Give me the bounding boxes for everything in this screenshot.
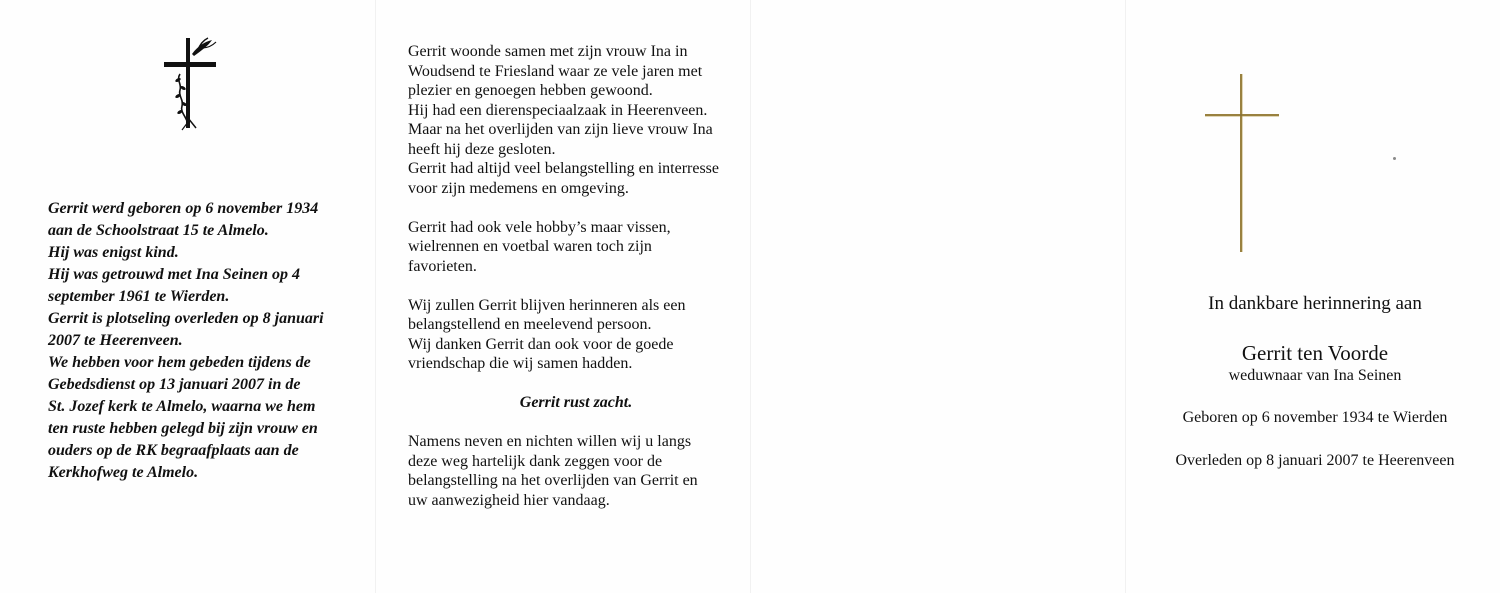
biography-line: september 1961 te Wierden. [48,288,230,305]
biography-line: Gerrit werd geboren op 6 november 1934 [48,200,319,217]
paragraph-gap [408,413,768,433]
tribute-line: Gerrit had altijd veel belangstelling en interresse [408,160,719,177]
death-info: Overleden op 8 januari 2007 te Heerenveen [1175,452,1455,469]
tribute-line: Hij had een dierenspeciaalzaak in Heerenveen. [408,101,708,119]
tribute-line: plezier en genoegen hebben gewoond. [408,82,653,99]
print-speck [1393,157,1396,160]
tribute-line: Gerrit had ook vele hobby’s maar vissen, [408,218,671,236]
fold-line-right [1125,0,1126,593]
tribute-line: wielrennen en voetbal waren toch zijn [408,238,652,255]
biography-line: 2007 te Heerenveen. [48,332,183,349]
deceased-name: Gerrit ten Voorde [1241,341,1389,365]
deceased-subtitle: weduwnaar van Ina Seinen [1228,367,1402,384]
tribute-line: voor zijn medemens en omgeving. [408,179,629,197]
biography-line: We hebben voor hem gebeden tijdens de [48,354,311,371]
tribute-line: favorieten. [408,257,477,275]
biography-line: ouders op de RK begraafplaats aan de [48,442,299,459]
biography-line: Hij was getrouwd met Ina Seinen op 4 [48,266,301,283]
birth-info: Geboren op 6 november 1934 te Wierden [1182,409,1448,426]
tribute-line: deze weg hartelijk dank zeggen voor de [408,452,663,470]
paragraph-gap [408,374,768,394]
tribute-text [408,42,768,510]
tribute-line: Wij danken Gerrit dan ook voor de goede [408,335,674,353]
tribute-line: Gerrit woonde samen met zijn vrouw Ina in [408,43,688,60]
tribute-line: uw aanwezigheid hier vandaag. [408,491,610,509]
tribute-line: Woudsend te Friesland waar ze vele jaren met [408,62,703,80]
tribute-line: Namens neven en nichten willen wij u langs [408,433,692,450]
dedication-intro: In dankbare herinnering aan [1208,293,1422,314]
biography-line: Gebedsdienst op 13 januari 2007 in de [48,376,301,393]
paragraph-gap [408,276,768,296]
tribute-line: Maar na het overlijden van zijn lieve vrouw Ina [408,121,713,138]
biography-line: Hij was enigst kind. [48,244,179,261]
biography-line: Gerrit is plotseling overleden op 8 januari [48,310,324,327]
biography-text [48,198,368,484]
paragraph-gap [408,198,768,218]
fold-line-left [375,0,376,593]
tribute-line: belangstelling na het overlijden van Gerrit en [408,472,698,489]
biography-line: ten ruste hebben gelegd bij zijn vrouw en [48,420,318,437]
cross-with-leaves-icon [158,36,224,132]
tribute-line: Wij zullen Gerrit blijven herinneren als een [408,296,686,314]
closing-phrase: Gerrit rust zacht. [519,394,633,411]
biography-line: Kerkhofweg te Almelo. [48,464,199,481]
tribute-line: belangstellend en meelevend persoon. [408,316,652,333]
biography-line: St. Jozef kerk te Almelo, waarna we hem [48,398,316,415]
tribute-line: vriendschap die wij samen hadden. [408,355,633,372]
thin-gold-cross-icon [1205,74,1279,252]
biography-line: aan de Schoolstraat 15 te Almelo. [48,222,269,239]
tribute-line: heeft hij deze gesloten. [408,140,556,158]
